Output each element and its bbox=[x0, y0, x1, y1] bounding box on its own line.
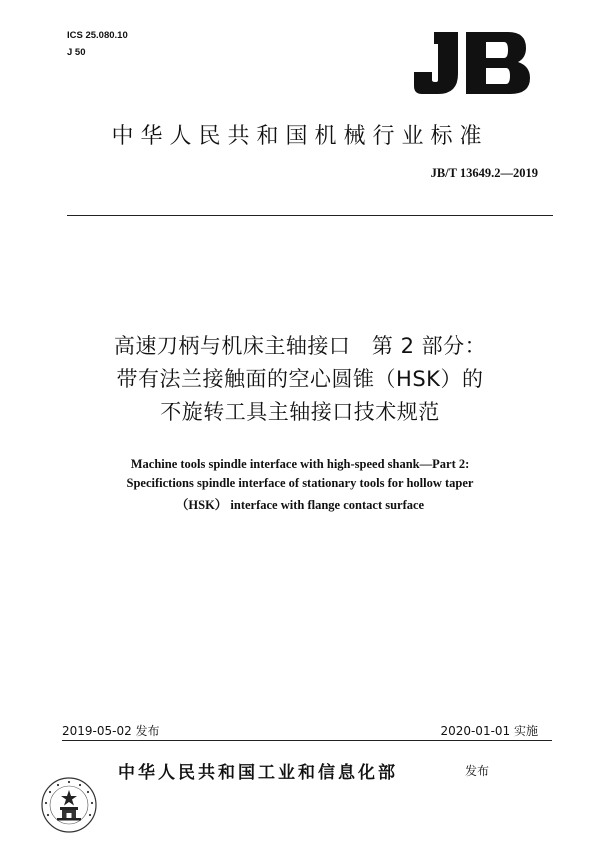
ccs-code: J 50 bbox=[67, 47, 86, 58]
english-title-line-2: Specifictions spindle interface of stationary tools for hollow taper bbox=[126, 476, 474, 490]
standard-category: 中华人民共和国机械行业标准 bbox=[111, 124, 489, 149]
chinese-title-line-3: 不旋转工具主轴接口技术规范 bbox=[160, 400, 440, 424]
english-title-line-3: （HSK） interface with flange contact surface bbox=[175, 498, 425, 512]
footer-divider bbox=[62, 740, 552, 741]
publish-suffix: 发布 bbox=[465, 764, 490, 778]
publisher-name: 中华人民共和国工业和信息化部 bbox=[118, 763, 398, 783]
issue-date: 2019-05-02 发布 bbox=[62, 724, 160, 738]
english-title-line-1: Machine tools spindle interface with high-speed shank—Part 2: bbox=[130, 457, 470, 471]
header-divider bbox=[67, 215, 553, 216]
implementation-date: 2020-01-01 实施 bbox=[440, 724, 538, 738]
chinese-title-line-2: 带有法兰接触面的空心圆锥（HSK）的 bbox=[116, 367, 484, 391]
jb-logo-icon bbox=[412, 28, 534, 98]
chinese-title-line-1: 高速刀柄与机床主轴接口 第 2 部分： bbox=[113, 334, 487, 358]
ics-code: ICS 25.080.10 bbox=[67, 30, 128, 41]
standard-number: JB/T 13649.2—2019 bbox=[430, 166, 538, 180]
ministry-seal-icon bbox=[40, 776, 98, 834]
